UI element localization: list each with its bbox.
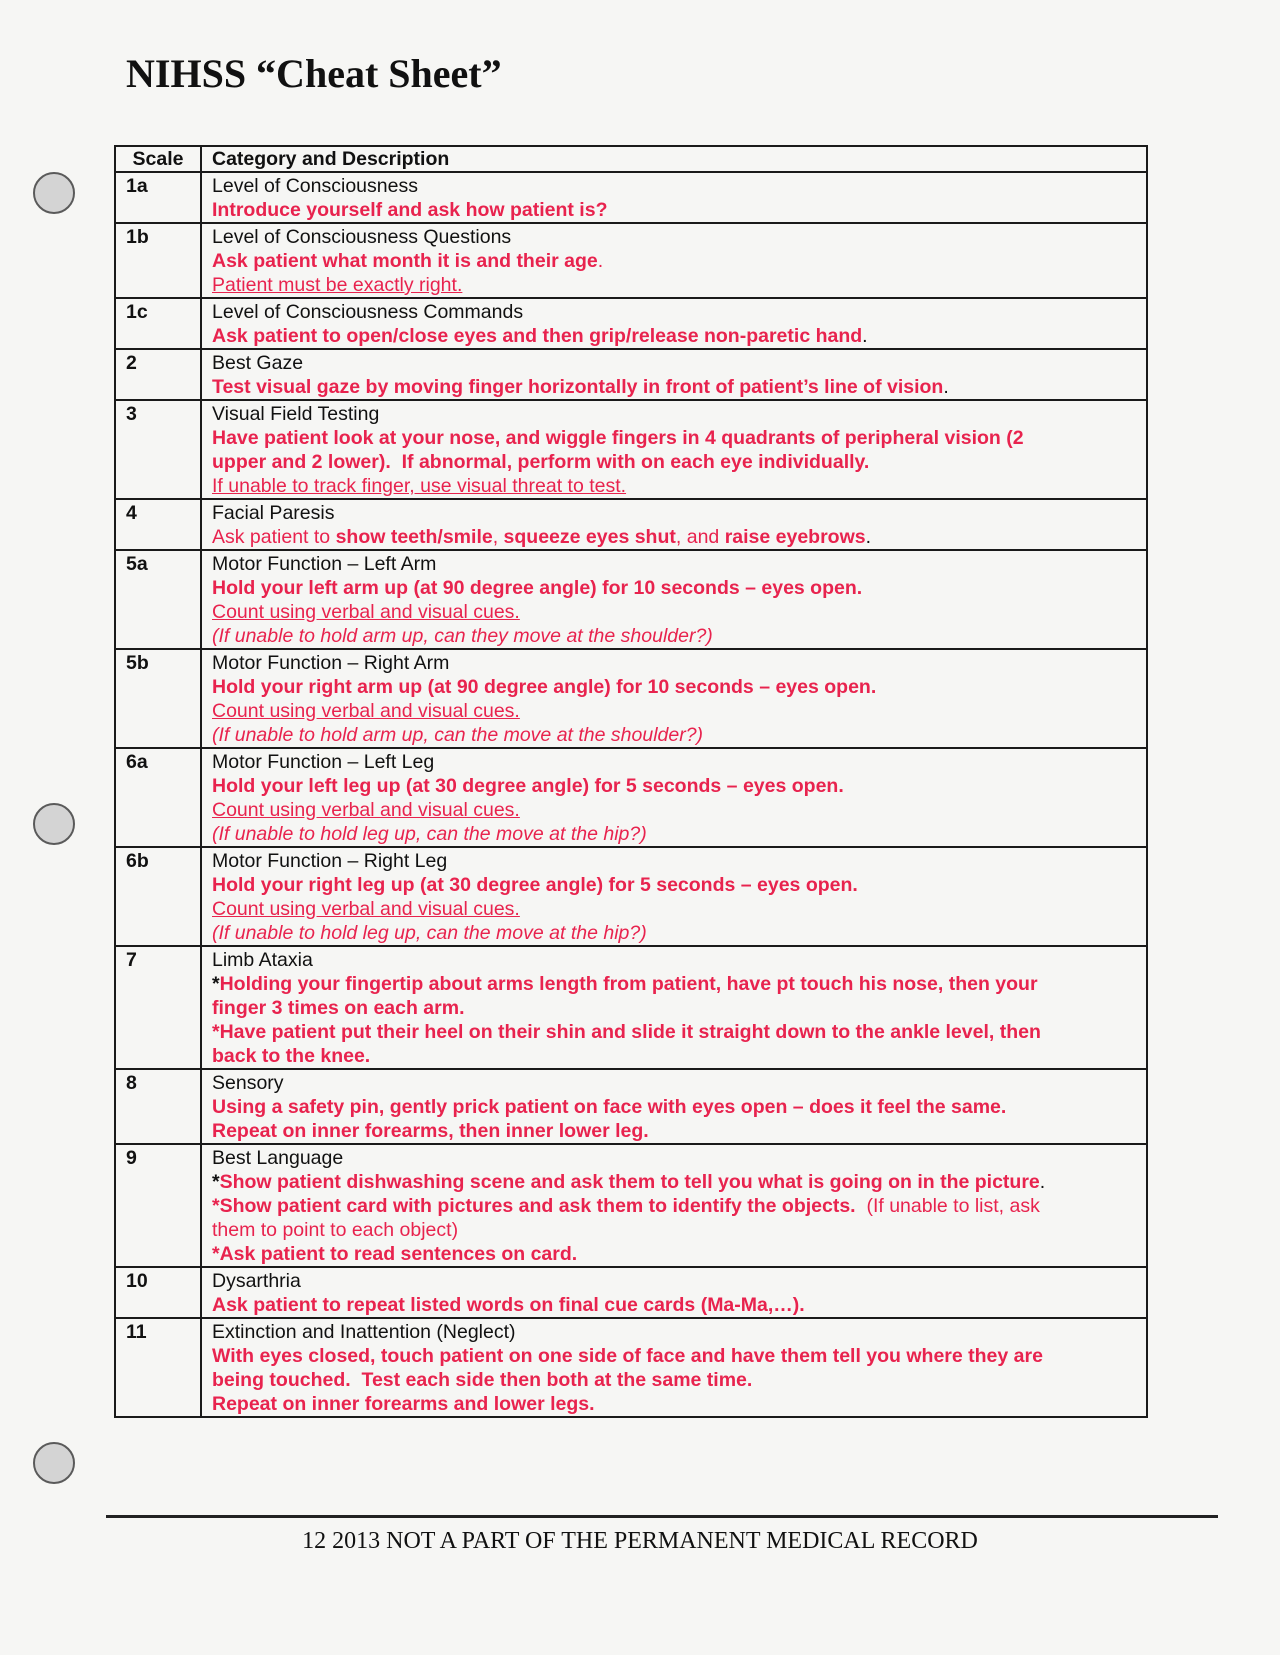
- scale-cell: 6a: [115, 748, 201, 847]
- instruction-text: Test visual gaze by moving finger horizontally in front of patient’s line of vision: [212, 376, 944, 398]
- footer-note: 12 2013 NOT A PART OF THE PERMANENT MEDICAL RECORD: [302, 1528, 978, 1554]
- instruction-line: [212, 723, 1136, 747]
- scale-cell: 9: [115, 1144, 201, 1267]
- table-row: [115, 499, 1147, 550]
- table-header-row: [115, 146, 1147, 172]
- description-cell: [201, 349, 1147, 400]
- instruction-text: Count using verbal and visual cues.: [212, 799, 520, 821]
- instruction-line: [212, 600, 1136, 624]
- instruction-line: [212, 1194, 1136, 1218]
- scale-cell: 1c: [115, 298, 201, 349]
- scale-column-header: Scale: [115, 146, 201, 172]
- description-cell: [201, 172, 1147, 223]
- table-row: [115, 223, 1147, 298]
- instruction-text: Have patient look at your nose, and wiggle fingers in 4 quadrants of peripheral vision (2: [212, 427, 1024, 449]
- scale-cell: 2: [115, 349, 201, 400]
- instruction-line: [212, 1293, 1136, 1317]
- instruction-text: being touched. Test each side then both at the same time.: [212, 1369, 753, 1391]
- category-column-header: Category and Description: [201, 146, 1147, 172]
- instruction-text: Count using verbal and visual cues.: [212, 601, 520, 623]
- scale-cell: 4: [115, 499, 201, 550]
- description-cell: [201, 1144, 1147, 1267]
- instruction-line: [212, 624, 1136, 648]
- instruction-text: *: [212, 1171, 220, 1193]
- nihss-table: [114, 145, 1148, 1418]
- scale-cell: 5b: [115, 649, 201, 748]
- scale-cell: 1b: [115, 223, 201, 298]
- footer-divider: [106, 1515, 1218, 1518]
- instruction-line: [212, 996, 1136, 1020]
- instruction-text: .: [862, 325, 868, 347]
- instruction-text: squeeze eyes shut: [503, 526, 676, 548]
- category-label: Motor Function – Left Leg: [212, 751, 435, 773]
- category-label: Facial Paresis: [212, 502, 335, 524]
- instruction-text: Hold your right leg up (at 30 degree angle) for 5 seconds – eyes open.: [212, 874, 858, 896]
- binder-hole: [33, 1442, 75, 1484]
- instruction-text: (If unable to hold arm up, can they move at the shoulder?): [212, 625, 713, 647]
- instruction-line: [212, 1218, 1136, 1242]
- instruction-line: [212, 1044, 1136, 1068]
- instruction-text: Show patient dishwashing scene and ask them to tell you what is going on in the picture: [219, 1171, 1040, 1193]
- binder-hole: [33, 172, 75, 214]
- instruction-text: Hold your left leg up (at 30 degree angle) for 5 seconds – eyes open.: [212, 775, 844, 797]
- instruction-line: [212, 774, 1136, 798]
- description-cell: [201, 499, 1147, 550]
- category-label: Sensory: [212, 1072, 284, 1094]
- category-label: Motor Function – Left Arm: [212, 553, 437, 575]
- table-row: [115, 1144, 1147, 1267]
- instruction-line: [212, 675, 1136, 699]
- scale-cell: 1a: [115, 172, 201, 223]
- description-cell: [201, 748, 1147, 847]
- category-label: Visual Field Testing: [212, 403, 380, 425]
- instruction-text: .: [597, 250, 604, 272]
- instruction-line: [212, 873, 1136, 897]
- binder-hole: [33, 803, 75, 845]
- instruction-line: [212, 198, 1136, 222]
- table-row: [115, 1318, 1147, 1417]
- instruction-text: Hold your right arm up (at 90 degree angle) for 10 seconds – eyes open.: [212, 676, 877, 698]
- table-row: [115, 748, 1147, 847]
- table-row: [115, 649, 1147, 748]
- instruction-text: finger 3 times on each arm.: [212, 997, 465, 1019]
- instruction-line: [212, 1392, 1136, 1416]
- table-row: [115, 550, 1147, 649]
- scale-cell: 10: [115, 1267, 201, 1318]
- description-cell: [201, 298, 1147, 349]
- category-label: Best Language: [212, 1147, 344, 1169]
- instruction-line: [212, 1368, 1136, 1392]
- instruction-line: [212, 972, 1136, 996]
- scale-cell: 11: [115, 1318, 201, 1417]
- instruction-line: [212, 1170, 1136, 1194]
- instruction-line: [212, 897, 1136, 921]
- instruction-text: them to point to each object): [212, 1219, 459, 1241]
- instruction-line: [212, 474, 1136, 498]
- instruction-text: (If unable to hold leg up, can the move at the hip?): [212, 823, 647, 845]
- instruction-text: If unable to track finger, use visual threat to test.: [212, 475, 627, 497]
- description-cell: [201, 649, 1147, 748]
- instruction-text: *Ask patient to read sentences on card.: [212, 1243, 578, 1265]
- instruction-line: [212, 426, 1136, 450]
- instruction-line: [212, 324, 1136, 348]
- scale-cell: 3: [115, 400, 201, 499]
- category-label: Best Gaze: [212, 352, 304, 374]
- instruction-text: Count using verbal and visual cues.: [212, 700, 520, 722]
- table-row: [115, 172, 1147, 223]
- description-cell: [201, 223, 1147, 298]
- description-cell: [201, 400, 1147, 499]
- table-row: [115, 847, 1147, 946]
- instruction-line: [212, 822, 1136, 846]
- table-row: [115, 1069, 1147, 1144]
- table-row: [115, 1267, 1147, 1318]
- table-row: [115, 298, 1147, 349]
- instruction-text: (If unable to hold leg up, can the move at the hip?): [212, 922, 647, 944]
- instruction-text: Repeat on inner forearms, then inner lower leg.: [212, 1120, 649, 1142]
- scale-cell: 8: [115, 1069, 201, 1144]
- instruction-text: .: [865, 526, 872, 548]
- instruction-line: [212, 1020, 1136, 1044]
- instruction-text: (If unable to list, ask: [855, 1195, 1040, 1217]
- description-cell: [201, 1069, 1147, 1144]
- scale-cell: 7: [115, 946, 201, 1069]
- instruction-text: Ask patient to: [212, 526, 336, 548]
- instruction-text: show teeth/smile: [335, 526, 493, 548]
- instruction-text: (If unable to hold arm up, can the move at the shoulder?): [212, 724, 704, 746]
- instruction-line: [212, 798, 1136, 822]
- instruction-line: [212, 576, 1136, 600]
- table-row: [115, 400, 1147, 499]
- instruction-line: [212, 1095, 1136, 1119]
- instruction-line: [212, 1119, 1136, 1143]
- instruction-text: With eyes closed, touch patient on one side of face and have them tell you where they are: [212, 1345, 1043, 1367]
- instruction-text: upper and 2 lower). If abnormal, perform with on each eye individually.: [212, 451, 870, 473]
- description-cell: [201, 1318, 1147, 1417]
- instruction-text: Ask patient to open/close eyes and then grip/release non-paretic hand: [212, 325, 863, 347]
- table-row: [115, 349, 1147, 400]
- instruction-text: raise eyebrows: [724, 526, 866, 548]
- category-label: Level of Consciousness Questions: [212, 226, 512, 248]
- instruction-line: [212, 699, 1136, 723]
- instruction-text: ,: [492, 526, 504, 548]
- instruction-text: Ask patient to repeat listed words on final cue cards (Ma-Ma,…).: [212, 1294, 805, 1316]
- instruction-line: [212, 249, 1136, 273]
- instruction-text: Ask patient what month it is and their age: [212, 250, 598, 272]
- instruction-text: .: [943, 376, 949, 398]
- instruction-line: [212, 375, 1136, 399]
- instruction-text: *Have patient put their heel on their shin and slide it straight down to the ankle level, then: [212, 1021, 1041, 1043]
- instruction-line: [212, 1344, 1136, 1368]
- table-body: [115, 172, 1147, 1417]
- instruction-line: [212, 450, 1136, 474]
- instruction-line: [212, 273, 1136, 297]
- instruction-text: Introduce yourself and ask how patient is?: [212, 199, 608, 221]
- category-label: Level of Consciousness: [212, 175, 418, 197]
- instruction-text: Patient must be exactly right.: [212, 274, 463, 296]
- instruction-text: *Show patient card with pictures and ask them to identify the objects.: [212, 1195, 856, 1217]
- description-cell: [201, 847, 1147, 946]
- instruction-line: [212, 921, 1136, 945]
- table-row: [115, 946, 1147, 1069]
- instruction-text: Repeat on inner forearms and lower legs.: [212, 1393, 595, 1415]
- category-label: Motor Function – Right Leg: [212, 850, 448, 872]
- category-label: Dysarthria: [212, 1270, 301, 1292]
- category-label: Limb Ataxia: [212, 949, 313, 971]
- category-label: Level of Consciousness Commands: [212, 301, 524, 323]
- instruction-text: , and: [675, 526, 725, 548]
- instruction-text: *: [212, 973, 220, 995]
- description-cell: [201, 1267, 1147, 1318]
- instruction-text: Count using verbal and visual cues.: [212, 898, 520, 920]
- instruction-text: Hold your left arm up (at 90 degree angle) for 10 seconds – eyes open.: [212, 577, 863, 599]
- instruction-text: Using a safety pin, gently prick patient on face with eyes open – does it feel the same.: [212, 1096, 1007, 1118]
- instruction-line: [212, 525, 1136, 549]
- instruction-line: [212, 1242, 1136, 1266]
- description-cell: [201, 946, 1147, 1069]
- description-cell: [201, 550, 1147, 649]
- scale-cell: 5a: [115, 550, 201, 649]
- scale-cell: 6b: [115, 847, 201, 946]
- instruction-text: back to the knee.: [212, 1045, 371, 1067]
- page-title: NIHSS “Cheat Sheet”: [126, 51, 502, 96]
- instruction-text: .: [1039, 1171, 1046, 1193]
- instruction-text: Holding your fingertip about arms length from patient, have pt touch his nose, then your: [219, 973, 1038, 995]
- category-label: Extinction and Inattention (Neglect): [212, 1321, 516, 1343]
- category-label: Motor Function – Right Arm: [212, 652, 450, 674]
